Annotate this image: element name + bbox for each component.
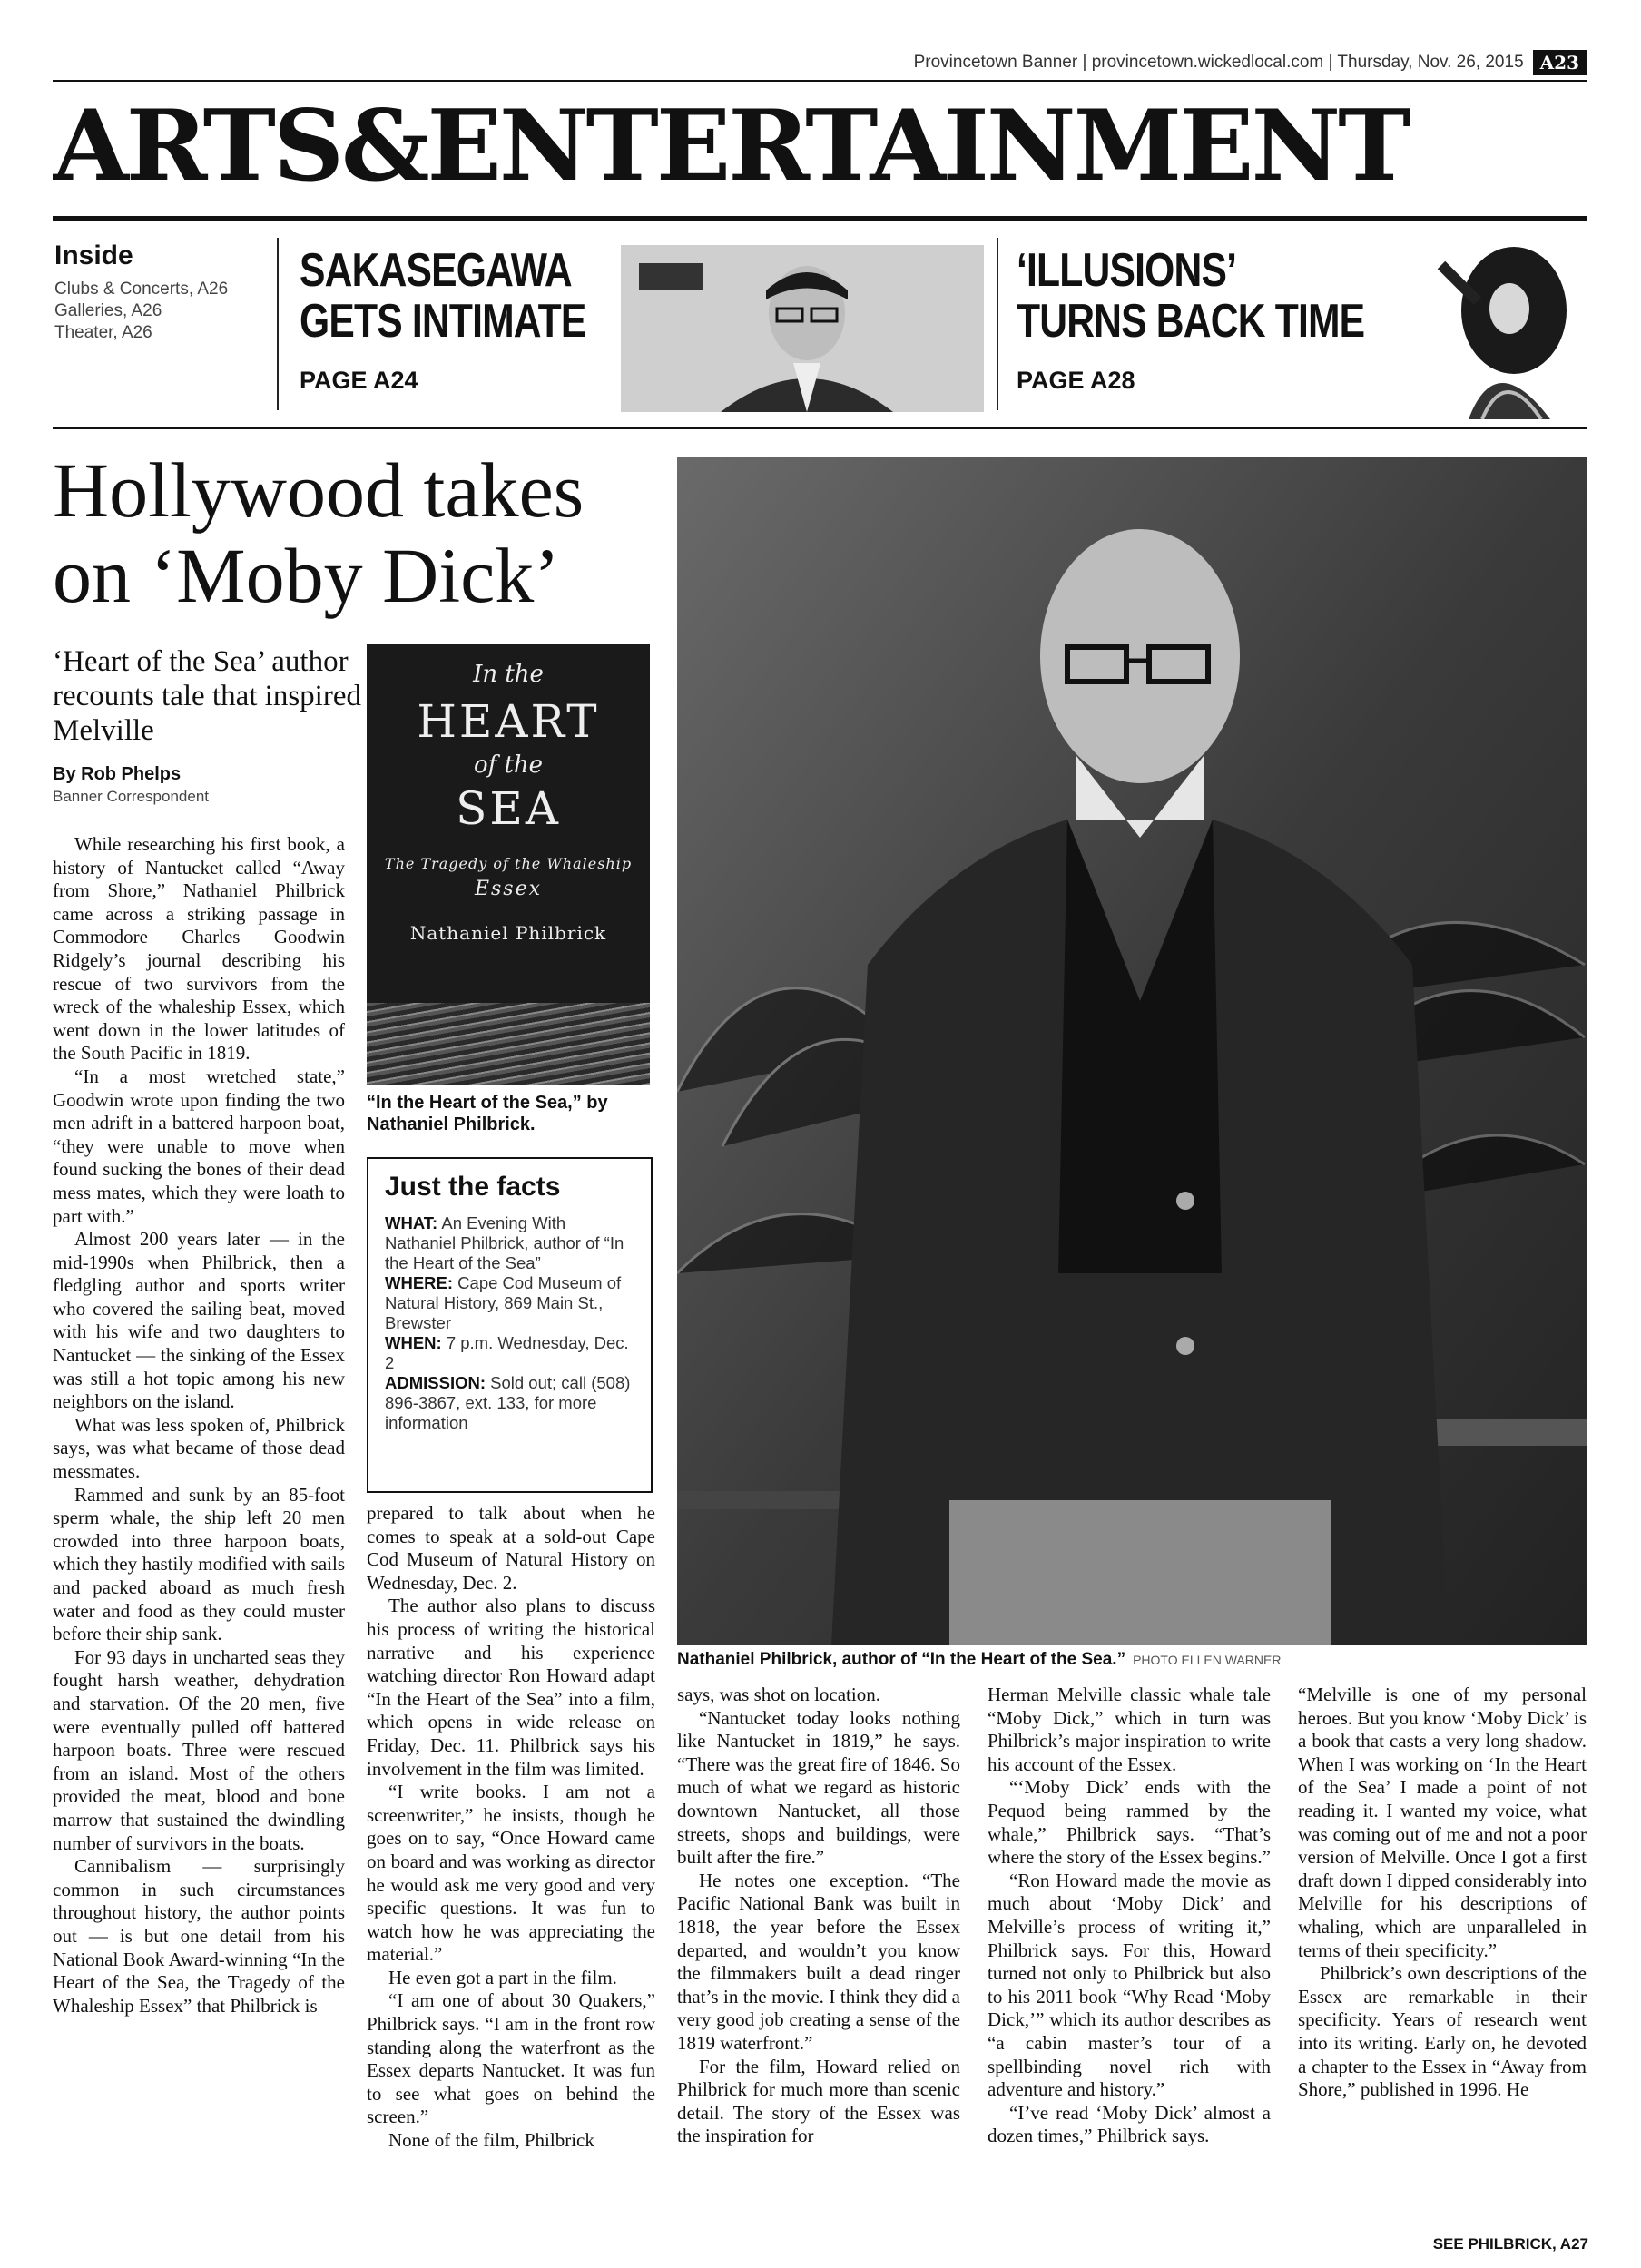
article-paragraph: Almost 200 years later — in the mid-1990s when Philbrick, then a fledgling author and sports writer who covered the sailing beat, moved with his wife and two daughters to Nantucket — the sinking of the Essex was still a hot topic among his new neighbors on the island. [53,1228,345,1413]
facts-label: WHEN: [385,1333,442,1352]
book-title-line: of the [473,751,544,779]
article-headline [53,447,670,618]
facts-label: ADMISSION: [385,1373,486,1392]
article-column-2 [367,1502,655,2255]
photo-credit: PHOTO ELLEN WARNER [1133,1653,1282,1667]
divider [997,238,998,410]
folio-text: Provincetown Banner | provincetown.wickedlocal.com | Thursday, Nov. 26, 2015 [913,53,1524,72]
facts-label: WHAT: [385,1213,438,1232]
article-column-3 [677,1684,960,2255]
performer-icon [1405,238,1587,419]
book-title-line: In the [473,661,544,688]
promo-headline [1017,244,1365,348]
article-paragraph: For the film, Howard relied on Philbrick for much more than scenic detail. The story of the Essex was the inspiration for [677,2055,960,2147]
facts-row [385,1333,634,1373]
article-paragraph: “‘Moby Dick’ ends with the Pequod being rammed by the whale,” Philbrick says. “That’s where the story of the Essex begins.” [988,1776,1271,1869]
article-paragraph: “Ron Howard made the movie as much about ‘Moby Dick’ and Melville’s process of writing it,” Philbrick says. For this, Howard turned not only to Philbrick but also to his 2011 book “Why Read ‘Moby Dick,’” which its author describes as “a cabin master’s tour of a spellbinding novel rich with adventure and history.” [988,1869,1271,2101]
waves-illustration [367,1003,650,1085]
portrait-icon [621,245,984,412]
facts-box [367,1157,653,1493]
article-paragraph: “In a most wretched state,” Goodwin wrote upon finding the two men adrift in a battered harpoon boat, “they were unable to move when found sucking the bones of their dead mess mates, which they were loath to part with.” [53,1065,345,1227]
facts-row [385,1373,634,1433]
article-paragraph: For 93 days in uncharted seas they fought harsh weather, dehydration and starvation. Of the 20 men, five were eventually pulled off battered harpoon boats. Three were rescued from an island. Most of the others provided the meat, blood and bone marrow that sustained the dwindling number of survivors in the boats. [53,1645,345,1854]
promo-headline [300,244,586,348]
facts-text: Cape Cod Museum of Natural History, 869 Main St., Brewster [385,1273,622,1332]
facts-text: Sold out; call (508) 896-3867, ext. 133, for more information [385,1373,631,1432]
facts-text: 7 p.m. Wednesday, Dec. 2 [385,1333,629,1372]
page-number: A23 [1533,50,1587,75]
inside-item[interactable]: Clubs & Concerts, A26 [54,280,229,299]
article-paragraph: He even got a part in the film. [388,1966,617,1988]
article-paragraph: While researching his first book, a history of Nantucket called “Away from Shore,” Nathaniel Philbrick came across a striking passage in Commodore Charles Goodwin Ridgely’s journal describing his rescue of two survivors from the wreck of the whaleship Essex, which went down in the lower latitudes of the South Pacific in 1819. [53,833,345,1065]
main-photo [677,457,1587,1645]
book-title-line: SEA [456,782,561,835]
top-rule [53,80,1587,82]
promo-illusions[interactable] [1017,245,1398,395]
promo-headline-line: ‘ILLUSIONS’ [1017,244,1237,297]
facts-text: An Evening With Nathaniel Philbrick, author of “In the Heart of the Sea” [385,1213,624,1272]
article-paragraph: prepared to talk about when he comes to speak at a sold-out Cape Cod Museum of Natural History on Wednesday, Dec. 2. [367,1502,655,1594]
byline [53,764,361,806]
book-title-line: HEART [417,695,600,748]
article-paragraph: Rammed and sunk by an 85-foot sperm whale, the ship left 20 men crowded into three harpoon boats, which they hastily modified with sails and packed aboard as much fresh water and food as they could muster before their ship sank. [53,1483,345,1645]
promo-headline-line: SAKASEGAWA [300,244,572,297]
article-paragraph: says, was shot on location. [677,1684,880,1705]
promo-page: PAGE A24 [300,367,418,394]
article-column-1 [53,833,345,2253]
inside-label: Inside [54,241,133,270]
book-caption: “In the Heart of the Sea,” by Nathaniel Philbrick. [367,1093,608,1134]
article-paragraph: The author also plans to discuss his process of writing the historical narrative and his experience watching director Ron Howard adapt “In the Heart of the Sea” into a film, which opens in wide release on Friday, Dec. 11. Philbrick says his involvement in the film was limited. [367,1595,655,1780]
book-subtitle: The Tragedy of the Whaleship [384,855,633,872]
promo-page: PAGE A28 [1017,367,1135,394]
illusions-photo [1405,238,1587,419]
byline-name: By Rob Phelps [53,764,182,784]
masthead-rule [53,216,1587,221]
headline-line: on ‘Moby Dick’ [53,532,560,619]
article-paragraph: “Nantucket today looks nothing like Nantucket in 1819,” he says. “There was the great fire of 1846. So much of what we regard as historic downtown Nantucket, all those streets, shops and buildings, were built after the fire.” [677,1706,960,1869]
facts-label: WHERE: [385,1273,454,1292]
article-column-5 [1298,1684,1587,2228]
philbrick-portrait-icon [677,457,1587,1645]
article-paragraph: Cannibalism — surprisingly common in such circumstances throughout history, the author points out — is but one detail from his National Book Award-winning “In the Heart of the Sea, the Tragedy of the Whaleship Essex” that Philbrick is [53,1855,345,2017]
article-paragraph: None of the film, Philbrick [388,2129,594,2152]
article-column-4 [988,1684,1271,2255]
photo-caption-text: Nathaniel Philbrick, author of “In the Heart of the Sea.” [677,1650,1126,1669]
sakasegawa-photo [621,245,984,412]
book-author: Nathaniel Philbrick [409,922,607,944]
folio-line [889,47,1587,78]
section-title: ARTS&ENTERTAINMENT [53,89,1409,203]
facts-row [385,1273,634,1333]
promo-headline-line: TURNS BACK TIME [1017,295,1365,348]
divider [277,238,279,410]
headline-line: Hollywood takes [53,447,585,534]
promo-sakasegawa[interactable] [300,245,608,395]
article-paragraph: “I write books. I am not a screenwriter,” he insists, though he goes on to say, “Once Howard came on board and was working as director he would ask me very good and very specific questions. It was fun to watch how he was appreciating the material.” [367,1781,655,1966]
facts-row [385,1213,634,1273]
inside-box [54,241,281,344]
inside-item[interactable]: Theater, A26 [54,323,152,342]
book-subtitle: Essex [474,878,543,900]
photo-caption [677,1650,1587,1670]
article-paragraph: “I’ve read ‘Moby Dick’ almost a dozen times,” Philbrick says. [988,2101,1271,2147]
article-paragraph: Herman Melville classic whale tale “Moby Dick,” which in turn was Philbrick’s major inspiration to write his account of the Essex. [988,1684,1271,1775]
article-dek: ‘Heart of the Sea’ author recounts tale that inspired Melville [53,645,361,747]
byline-role: Banner Correspondent [53,788,210,805]
facts-title: Just the facts [385,1172,561,1202]
book-cover [367,644,650,1085]
section-rule [53,427,1587,429]
inside-item[interactable]: Galleries, A26 [54,301,162,320]
article-paragraph: “Melville is one of my personal heroes. But you know ‘Moby Dick’ is a book that casts a very long shadow. When I was working on ‘In the Heart of the Sea’ I made a point of not reading it. I wanted my voice, what was coming out of me and not a poor version of Melville. Once I got a first draft down I dipped considerably into Melville for his descriptions of whaling, which are unparalleled in terms of their specificity.” [1298,1684,1587,1961]
jump-line[interactable]: SEE PHILBRICK, A27 [1432,2235,1588,2253]
article-paragraph: What was less spoken of, Philbrick says, was what became of those dead messmates. [53,1413,345,1483]
promo-headline-line: GETS INTIMATE [300,295,586,348]
article-paragraph: “I am one of about 30 Quakers,” Philbrick says. “I am in the front row standing along the waterfront as the Essex departs Nantucket. It was fun to see what goes on behind the screen.” [367,1989,655,2128]
article-paragraph: He notes one exception. “The Pacific National Bank was built in 1818, the year before the Essex departed, and wouldn’t you know the filmmakers built a dead ringer that’s in the movie. I think they did a very good job creating a sense of the 1819 waterfront.” [677,1869,960,2054]
article-paragraph: Philbrick’s own descriptions of the Essex are remarkable in their specificity. Years of research went into its writing. Early on, he devoted a chapter to the Essex in “Away from Shore,” published in 1996. He [1298,1962,1587,2101]
